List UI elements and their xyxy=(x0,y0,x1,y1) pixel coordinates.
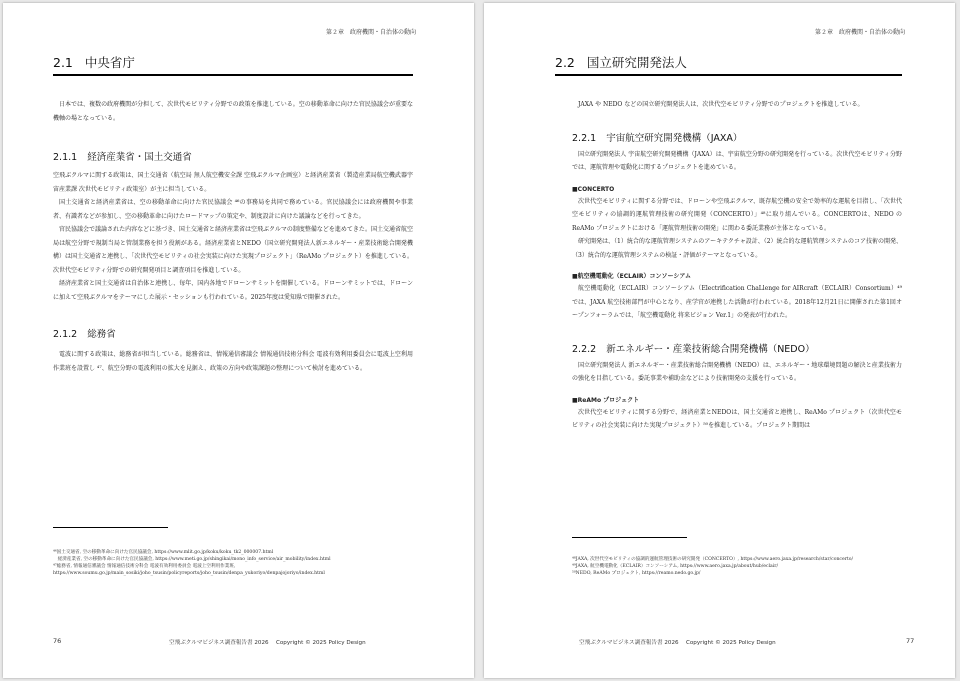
running-head: 第２章 政府機関・自治体の動向 xyxy=(325,29,416,36)
section-heading xyxy=(555,53,902,76)
minor-heading: ■CONCERTO xyxy=(572,185,615,193)
section-number: 2.2 xyxy=(555,55,575,70)
body-paragraph: 次世代空モビリティに関する分野では、ドローンや空飛ぶクルマ、既存航空機の安全で効率的な運航を目指し、「次世代空モビリティの協調的運航管理技術の研究開発（CONCERTO）」⁴⁸に取り組んでいる。CONCERTOは、NEDO の ReAMo プロジェクトにおける「運航管理技術の開発」に関わる委託業務が主体となっている。 xyxy=(572,197,902,232)
body-paragraph: 経済産業省と国土交通省は自治体と連携し、毎年、国内各地でドローンサミットを開催している。ドローンサミットでは、ドローンに加えて空飛ぶクルマをテーマにした展示・セッションも行われている。2025年度は愛知県で開催された。 xyxy=(53,280,413,301)
footnotes xyxy=(53,549,331,577)
body-paragraph: 国立研究開発法人 宇宙航空研究開発機構（JAXA）は、宇宙航空分野の研究開発を行っている。次世代空モビリティ分野では、運航管理や電動化に関するプロジェクトを進めている。 xyxy=(572,150,902,171)
body-paragraph: 空飛ぶクルマに関する政策は、国土交通省（航空局 無人航空機安全課 空飛ぶクルマ企画室）と経済産業省（製造産業局航空機武器宇宙産業課 次世代モビリティ政策室）が主に担当している。 xyxy=(53,172,413,193)
footnotes xyxy=(572,556,853,577)
body-paragraph: 電波に関する政策は、総務省が担当している。総務省は、情報通信審議会 情報通信技術分科会 電波有効利用委員会に電波上空利用作業班を設置し ⁴⁷、航空分野の電波利用の拡大を見据え、政策の方向や政策課題の整理について検討を進めている。 xyxy=(53,351,413,372)
footnote: ⁴⁷総務省, 情報通信審議会 情報通信技術分科会 電波有効利用委員会 電波上空利用作業班, xyxy=(53,564,236,569)
section-title: 中央省庁 xyxy=(84,55,135,70)
footnote: ⁴⁶国土交通省, 空の移動革命に向けた官民協議会, https://www.mlit.go.jp/koku/koku_tk2_000007.html xyxy=(53,550,274,555)
subsection-heading xyxy=(572,341,902,355)
subsection-title: 総務省 xyxy=(87,329,116,340)
page-number: 77 xyxy=(906,637,915,645)
subsection-title: 新エネルギー・産業技術総合開発機構（NEDO） xyxy=(606,343,815,355)
subsection-number: 2.1.2 xyxy=(53,329,78,340)
footnote: ⁴⁹JAXA, 航空機電動化（ECLAIR）コンソーシアム, https://www.aero.jaxa.jp/about/hub/eclair/ xyxy=(572,564,778,569)
subsection-title: 経済産業省・国土交通省 xyxy=(87,152,192,163)
body-paragraph: 国立研究開発法人 新エネルギー・産業技術総合開発機構（NEDO）は、エネルギー・地球環境問題の解決と産業技術力の強化を目指している。委託事業や補助金などにより技術開発の支援を行っている。 xyxy=(572,361,902,382)
subsection-number: 2.1.1 xyxy=(53,152,78,163)
intro-paragraph: JAXA や NEDO などの国立研究開発法人は、次世代空モビリティ分野でのプロジェクトを推進している。 xyxy=(578,101,864,108)
minor-heading: ■ReAMo プロジェクト xyxy=(572,396,640,404)
footnote-rule xyxy=(53,527,168,528)
footnote: ⁵⁰NEDO, ReAMo プロジェクト, https://reamo.nedo.go.jp/ xyxy=(572,571,701,576)
footnote: https://www.soumu.go.jp/main_sosiki/joho_tsusin/policyreports/joho_tsusin/denpa_yukoriyo/denpajojoriyo/index.html xyxy=(53,571,325,576)
subsection-heading xyxy=(572,130,902,144)
section-title: 国立研究開発法人 xyxy=(586,55,687,70)
subsection-number: 2.2.1 xyxy=(572,132,597,144)
subsection-heading xyxy=(53,149,413,163)
footnote: 経済産業省, 空の移動革命に向けた官民協議会, https://www.meti.go.jp/shingikai/mono_info_service/air_mobility/index.html xyxy=(53,557,331,562)
body-paragraph: 次世代空モビリティに関する分野で、経済産業とNEDOは、国土交通省と連携し、ReAMo プロジェクト（次世代空モビリティの社会実装に向けた実現プロジェクト）⁵⁰を推進している。プロジェクト期間は xyxy=(572,408,902,429)
right-page xyxy=(484,3,955,678)
body-paragraph: 官民協議会で議論された内容などに基づき、国土交通省と経済産業省は空飛ぶクルマの制度整備などを進めてきた。国土交通省航空局は航空分野で規制当局と管制業務を担う役割がある。経済産業省とNEDO（国立研究開発法人新エネルギー・産業技術総合開発機構）は国土交通省と連携し、「次世代空モビリティの社会実装に向けた実現プロジェクト」（ReAMo プロジェクト）を推進している。次世代空モビリティ分野での研究開発項目と調査項目を推進している。 xyxy=(53,226,413,274)
subsection-heading xyxy=(53,326,413,340)
section-number: 2.1 xyxy=(53,55,73,70)
left-page xyxy=(3,3,474,678)
page-number: 76 xyxy=(53,637,62,645)
footnote-rule xyxy=(572,537,687,538)
right-page-content xyxy=(555,53,902,433)
intro-paragraph: 日本では、複数の政府機関が分担して、次世代モビリティ分野での政策を推進している。空の移動革命に向けた官民協議会が重要な機軸の場となっている。 xyxy=(53,101,413,122)
left-page-content xyxy=(53,53,413,375)
body-paragraph: 航空機電動化（ECLAIR）コンソーシアム（Electrification ChaLlenge for AIRcraft（ECLAIR）Consortium）⁴⁹では、JAXA 航空技術部門が中心となり、産学官が連携した活動が行われている。2018年12月21日に開催された第1回オープンフォーラムでは、「航空機電動化 将来ビジョン Ver.1」の発表が行われた。 xyxy=(572,285,902,319)
subsection-title: 宇宙航空研究開発機構（JAXA） xyxy=(606,132,743,144)
section-heading xyxy=(53,53,413,76)
body-paragraph: 国土交通省と経済産業省は、空の移動革命に向けた官民協議会 ⁴⁶の事務局を共同で務めている。官民協議会には政府機関や事業者、有識者などが参加し、空の移動革命に向けたロードマップの策定や、制度設計に向けた議論などを行ってきた。 xyxy=(53,199,413,220)
subsection-number: 2.2.2 xyxy=(572,343,597,355)
minor-heading: ■航空機電動化（ECLAIR）コンソーシアム xyxy=(572,273,691,280)
page-footer: 空飛ぶクルマビジネス調査報告書 2026 Copyright © 2025 Policy Design xyxy=(579,640,776,646)
body-paragraph: 研究開発は、（1）統合的な運航管理システムのアーキテクチャ設計、（2）統合的な運航管理システムのコア技術の開発、（3）統合的な運航管理システムの検証・評価がテーマとなっている。 xyxy=(572,238,902,259)
running-head: 第２章 政府機関・自治体の動向 xyxy=(814,29,905,36)
page-footer: 空飛ぶクルマビジネス調査報告書 2026 Copyright © 2025 Policy Design xyxy=(169,640,366,646)
footnote: ⁴⁸JAXA, 次世代空モビリティの協調的運航管理技術の研究開発（CONCERTO）, https://www.aero.jaxa.jp/research/star/concerto/ xyxy=(572,557,854,562)
